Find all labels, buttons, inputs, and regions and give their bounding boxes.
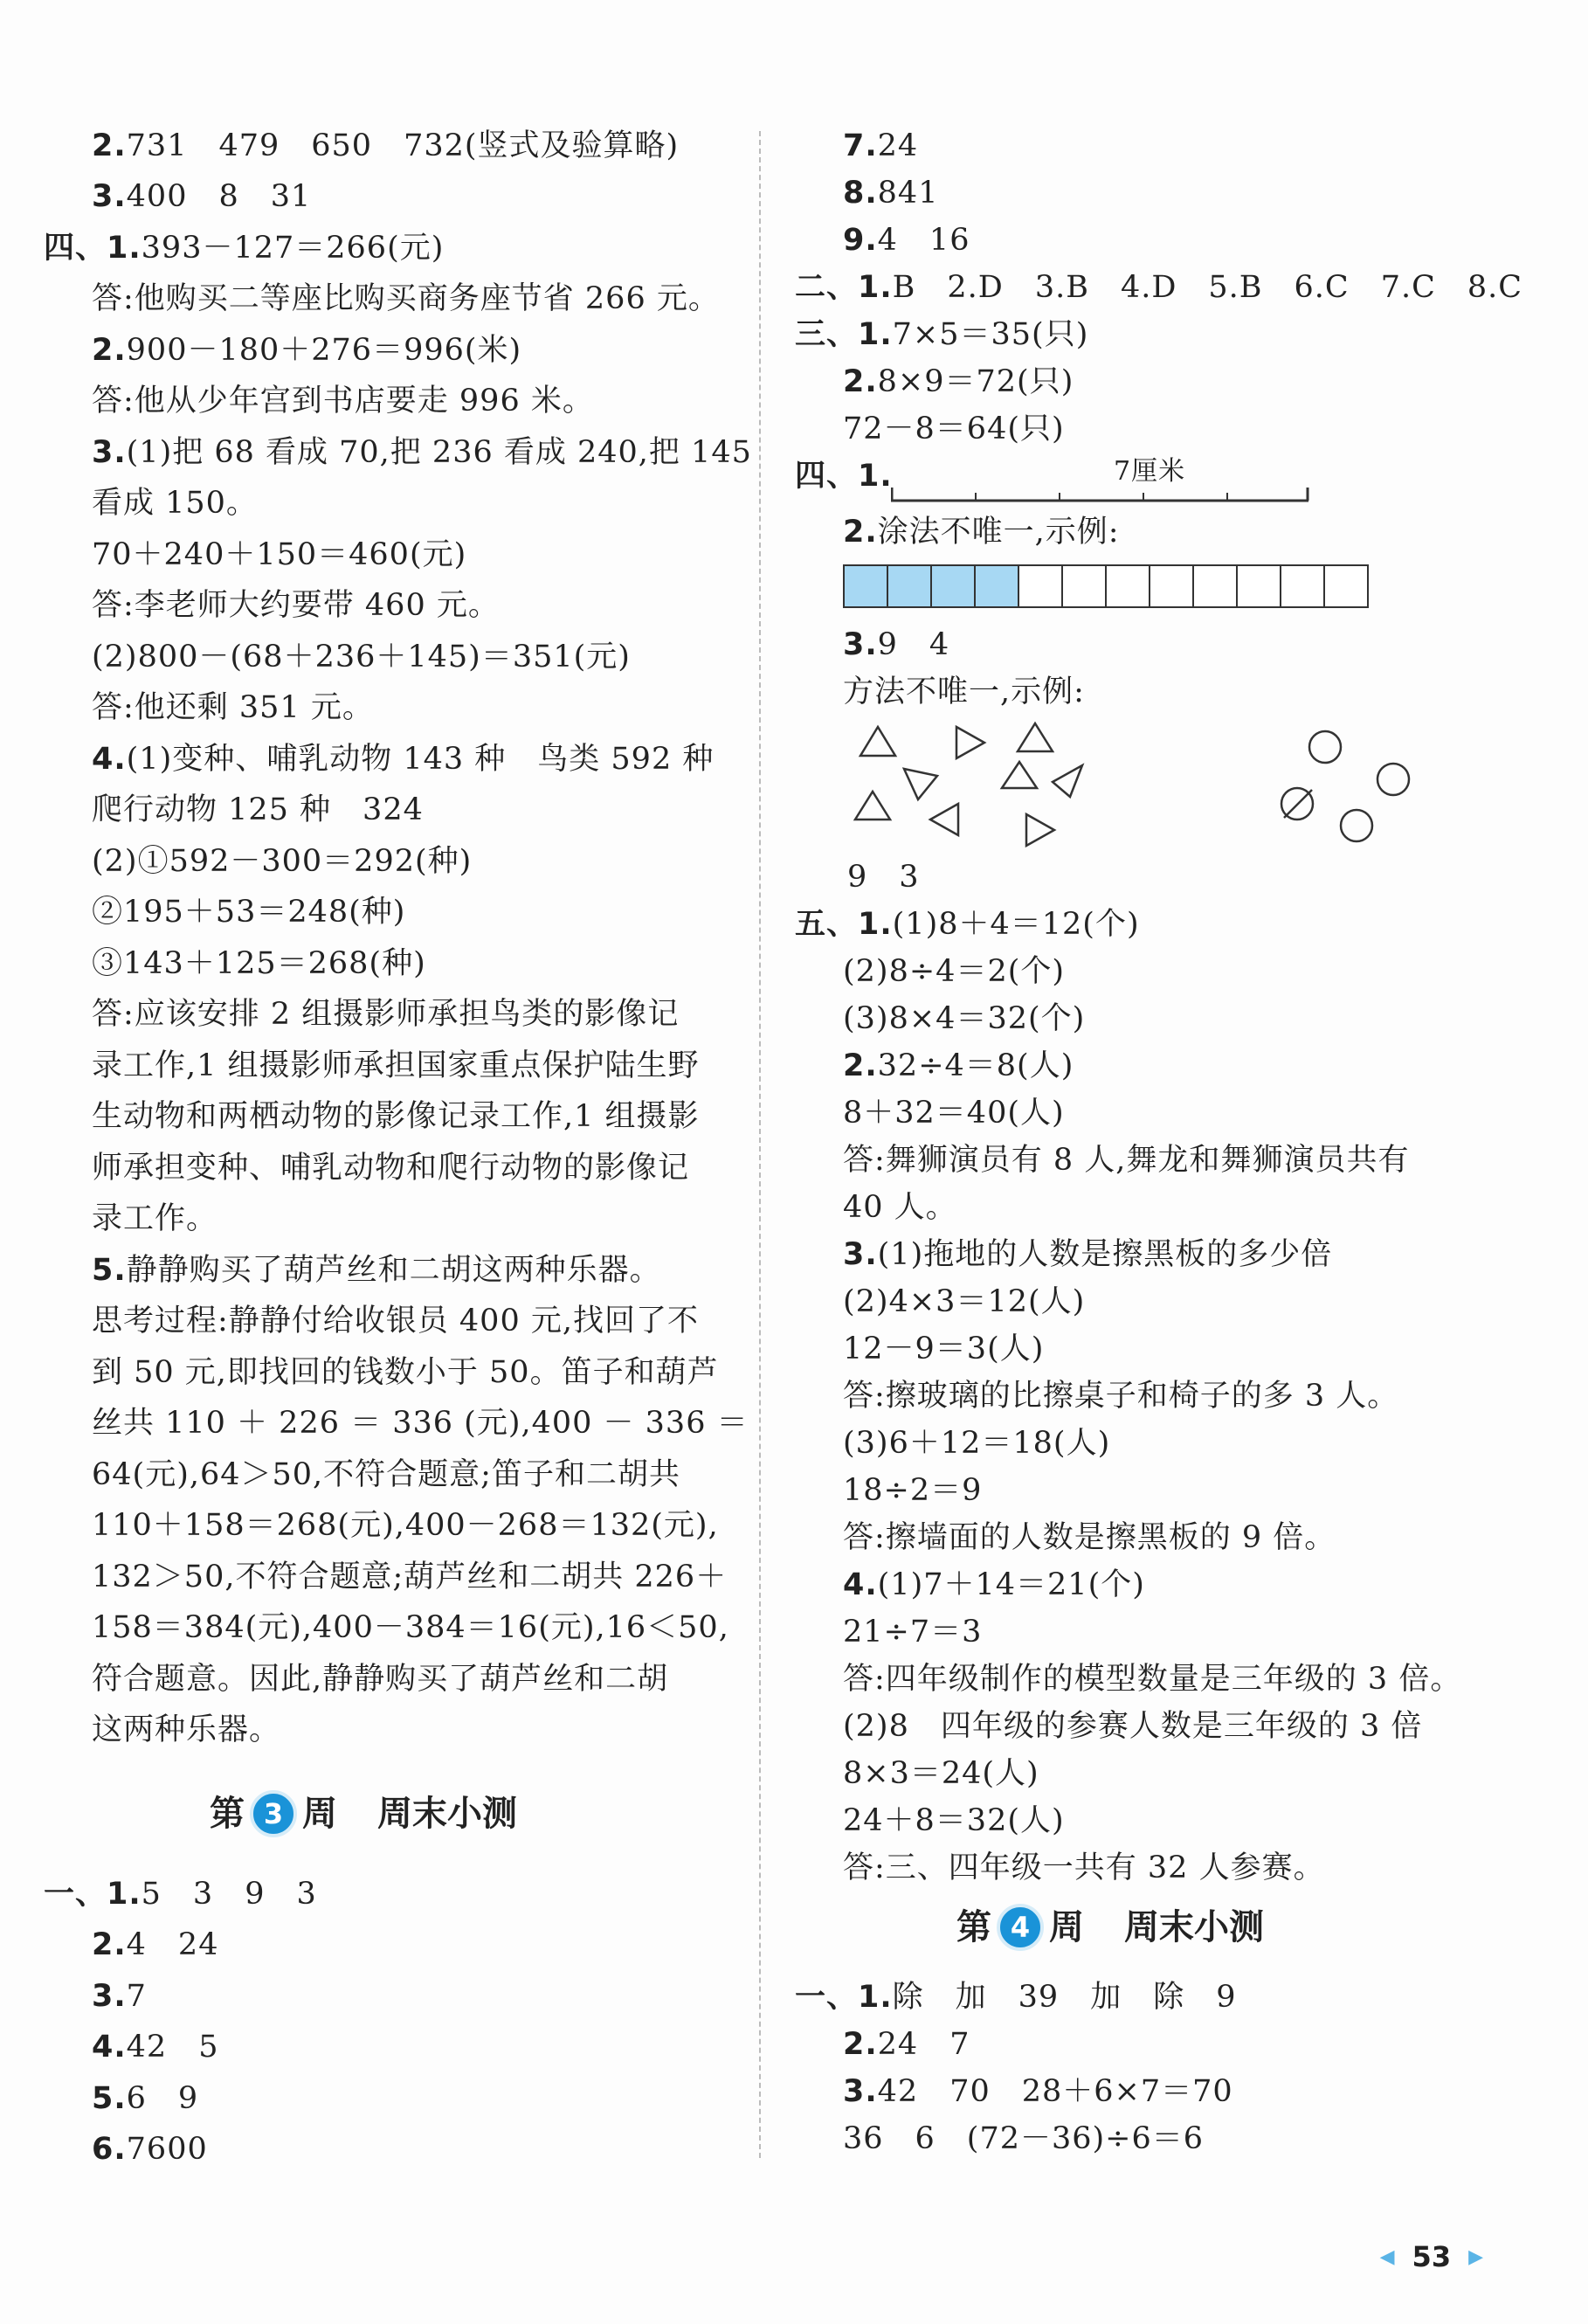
answer-line: 4.42 5	[92, 2030, 219, 2065]
grid-cell-filled	[887, 564, 932, 608]
answer-line: 答:三、四年级一共有 32 人参赛。	[843, 1850, 1325, 1885]
grid-cell	[1236, 564, 1281, 608]
answer-line: 64(元),64＞50,不符合题意;笛子和二胡共	[92, 1457, 680, 1492]
answer-line: 9 3	[847, 860, 920, 895]
answer-line: 40 人。	[843, 1190, 957, 1225]
answer-line: 72－8＝64(只)	[843, 412, 1065, 446]
grid-cell	[1105, 564, 1150, 608]
answer-line: 3.(1)拖地的人数是擦黑板的多少倍	[843, 1237, 1333, 1272]
answer-line: 3.(1)把 68 看成 70,把 236 看成 240,把 145	[92, 435, 752, 470]
shapes-illustration	[843, 716, 1507, 865]
answer-line: (2)8 四年级的参赛人数是三年级的 3 倍	[843, 1709, 1423, 1744]
answer-line: 132＞50,不符合题意;葫芦丝和二胡共 226＋	[92, 1560, 728, 1594]
answer-line: (2)4×3＝12(人)	[843, 1284, 1086, 1319]
answer-line: 5.静静购买了葫芦丝和二胡这两种乐器。	[92, 1253, 661, 1288]
answer-line: 答:擦玻璃的比擦桌子和椅子的多 3 人。	[843, 1379, 1399, 1414]
answer-line: 3.42 70 28＋6×7＝70	[843, 2074, 1233, 2109]
answer-line: 36 6 (72－36)÷6＝6	[843, 2121, 1205, 2156]
triangle-icon	[930, 804, 958, 835]
week-number-badge: 3	[250, 1790, 297, 1837]
answer-line: 符合题意。因此,静静购买了葫芦丝和二胡	[92, 1662, 669, 1697]
triangle-icon	[1002, 762, 1037, 788]
answer-line: 24＋8＝32(人)	[843, 1803, 1065, 1838]
answer-line: 到 50 元,即找回的钱数小于 50。笛子和葫芦	[92, 1355, 719, 1390]
answer-line: (3)6＋12＝18(人)	[843, 1426, 1111, 1461]
answer-line: ③143＋125＝268(种)	[92, 946, 426, 981]
answer-line: 2.涂法不唯一,示例:	[843, 515, 1120, 550]
answer-line: 丝共 110 ＋ 226 ＝ 336 (元),400 － 336 ＝	[92, 1406, 749, 1441]
grid-cell	[1280, 564, 1325, 608]
answer-line: 答:应该安排 2 组摄影师承担鸟类的影像记	[92, 997, 680, 1032]
grid-cell	[1149, 564, 1194, 608]
answer-line: 70＋240＋150＝460(元)	[92, 537, 467, 572]
answer-line: 答:他还剩 351 元。	[92, 690, 374, 725]
answer-line: 2.24 7	[843, 2027, 970, 2062]
answer-line: 5.6 9	[92, 2081, 199, 2116]
answer-line: 生动物和两栖动物的影像记录工作,1 组摄影	[92, 1099, 700, 1134]
answer-line: 3.7	[92, 1979, 147, 2014]
answer-line: 答:舞狮演员有 8 人,舞龙和舞狮演员共有	[843, 1143, 1410, 1178]
triangle-icon	[904, 769, 937, 799]
answer-line: (3)8×4＝32(个)	[843, 1001, 1086, 1036]
answer-line: 录工作,1 组摄影师承担国家重点保护陆生野	[92, 1048, 700, 1083]
answer-line: 4.(1)7＋14＝21(个)	[843, 1567, 1145, 1602]
answer-line: 一、1.除 加 39 加 除 9	[795, 1980, 1237, 2015]
answer-line: 师承担变种、哺乳动物和爬行动物的影像记	[92, 1151, 690, 1186]
answer-line: 2.8×9＝72(只)	[843, 364, 1074, 399]
answer-line: 答:李老师大约要带 460 元。	[92, 588, 500, 623]
answer-line: 爬行动物 125 种 324	[92, 792, 424, 827]
grid-cell-filled	[930, 564, 976, 608]
triangle-icon	[1018, 723, 1053, 751]
triangle-icon	[1026, 814, 1054, 846]
answer-line: 6.7600	[92, 2132, 208, 2167]
answer-line: 四、1.	[795, 459, 893, 494]
answer-line: 21÷7＝3	[843, 1615, 983, 1650]
page-number: 53	[1412, 2240, 1452, 2273]
answer-line: 方法不唯一,示例:	[843, 674, 1085, 709]
answer-line: 这两种乐器。	[92, 1712, 281, 1747]
ruler-line	[891, 461, 1310, 510]
answer-line: 3.400 8 31	[92, 179, 312, 214]
triangle-right-icon: ▶	[1468, 2245, 1483, 2268]
answer-line: (2)800－(68＋236＋145)＝351(元)	[92, 640, 631, 674]
answer-line: 看成 150。	[92, 486, 258, 521]
answer-line: 答:他从少年宫到书店要走 996 米。	[92, 384, 594, 418]
answer-line: 思考过程:静静付给收银员 400 元,找回了不	[92, 1304, 699, 1338]
circle-icon	[1341, 810, 1372, 841]
answer-line: 158＝384(元),400－384＝16(元),16＜50,	[92, 1610, 729, 1645]
column-divider	[759, 131, 761, 2158]
answer-line: 8.841	[843, 176, 939, 211]
grid-cell-filled	[974, 564, 1019, 608]
answer-line: 8×3＝24(人)	[843, 1756, 1039, 1791]
answer-line: 录工作。	[92, 1201, 218, 1236]
grid-cell	[1018, 564, 1063, 608]
answer-line: 110＋158＝268(元),400－268＝132(元),	[92, 1508, 719, 1543]
answer-line: 4.(1)变种、哺乳动物 143 种 鸟类 592 种	[92, 742, 715, 777]
week4-heading: 第 4 周 周末小测	[956, 1901, 1264, 1954]
coloring-grid	[845, 564, 1369, 608]
week3-heading: 第 3 周 周末小测	[210, 1788, 517, 1840]
answer-line: ②195＋53＝248(种)	[92, 895, 406, 930]
answer-line: 答:擦墙面的人数是擦黑板的 9 倍。	[843, 1520, 1336, 1555]
answer-line: (2)①592－300＝292(种)	[92, 844, 473, 879]
triangle-icon	[855, 792, 890, 820]
triangle-icon	[860, 727, 895, 756]
answer-line: 9.4 16	[843, 223, 970, 258]
answer-line: 五、1.(1)8＋4＝12(个)	[795, 907, 1140, 942]
answer-line: 三、1.7×5＝35(只)	[795, 317, 1089, 352]
slash-mark	[1284, 790, 1312, 818]
answer-line: 四、1.393－127＝266(元)	[44, 231, 445, 266]
circle-icon	[1309, 731, 1341, 763]
answer-line: 7.24	[843, 128, 919, 163]
answer-line: 18÷2＝9	[843, 1473, 983, 1508]
answer-line: 2.731 479 650 732(竖式及验算略)	[92, 128, 680, 163]
triangle-icon	[1053, 765, 1082, 797]
week-number-badge: 4	[997, 1904, 1044, 1951]
answer-line: 3.9 4	[843, 627, 950, 662]
answer-line: 8＋32＝40(人)	[843, 1096, 1065, 1131]
answer-line: 2.32÷4＝8(人)	[843, 1048, 1074, 1083]
answer-line: 2.900－180＋276＝996(米)	[92, 333, 522, 368]
triangle-icon	[956, 727, 984, 758]
circle-icon	[1377, 764, 1409, 795]
grid-cell	[1323, 564, 1369, 608]
answer-line: 答:他购买二等座比购买商务座节省 266 元。	[92, 281, 720, 316]
answer-line: 一、1.5 3 9 3	[44, 1877, 317, 1912]
answer-line: 二、1.B 2.D 3.B 4.D 5.B 6.C 7.C 8.C	[795, 270, 1523, 305]
grid-cell	[1192, 564, 1238, 608]
grid-cell-filled	[843, 564, 888, 608]
triangle-left-icon: ◀	[1379, 2245, 1395, 2268]
answer-line: (2)8÷4＝2(个)	[843, 954, 1066, 989]
ruler-label: 7厘米	[1114, 456, 1186, 487]
answer-line: 12－9＝3(人)	[843, 1331, 1045, 1366]
answer-line: 答:四年级制作的模型数量是三年级的 3 倍。	[843, 1662, 1462, 1697]
answer-line: 2.4 24	[92, 1927, 219, 1962]
grid-cell	[1061, 564, 1107, 608]
page-footer	[1380, 2240, 1483, 2273]
